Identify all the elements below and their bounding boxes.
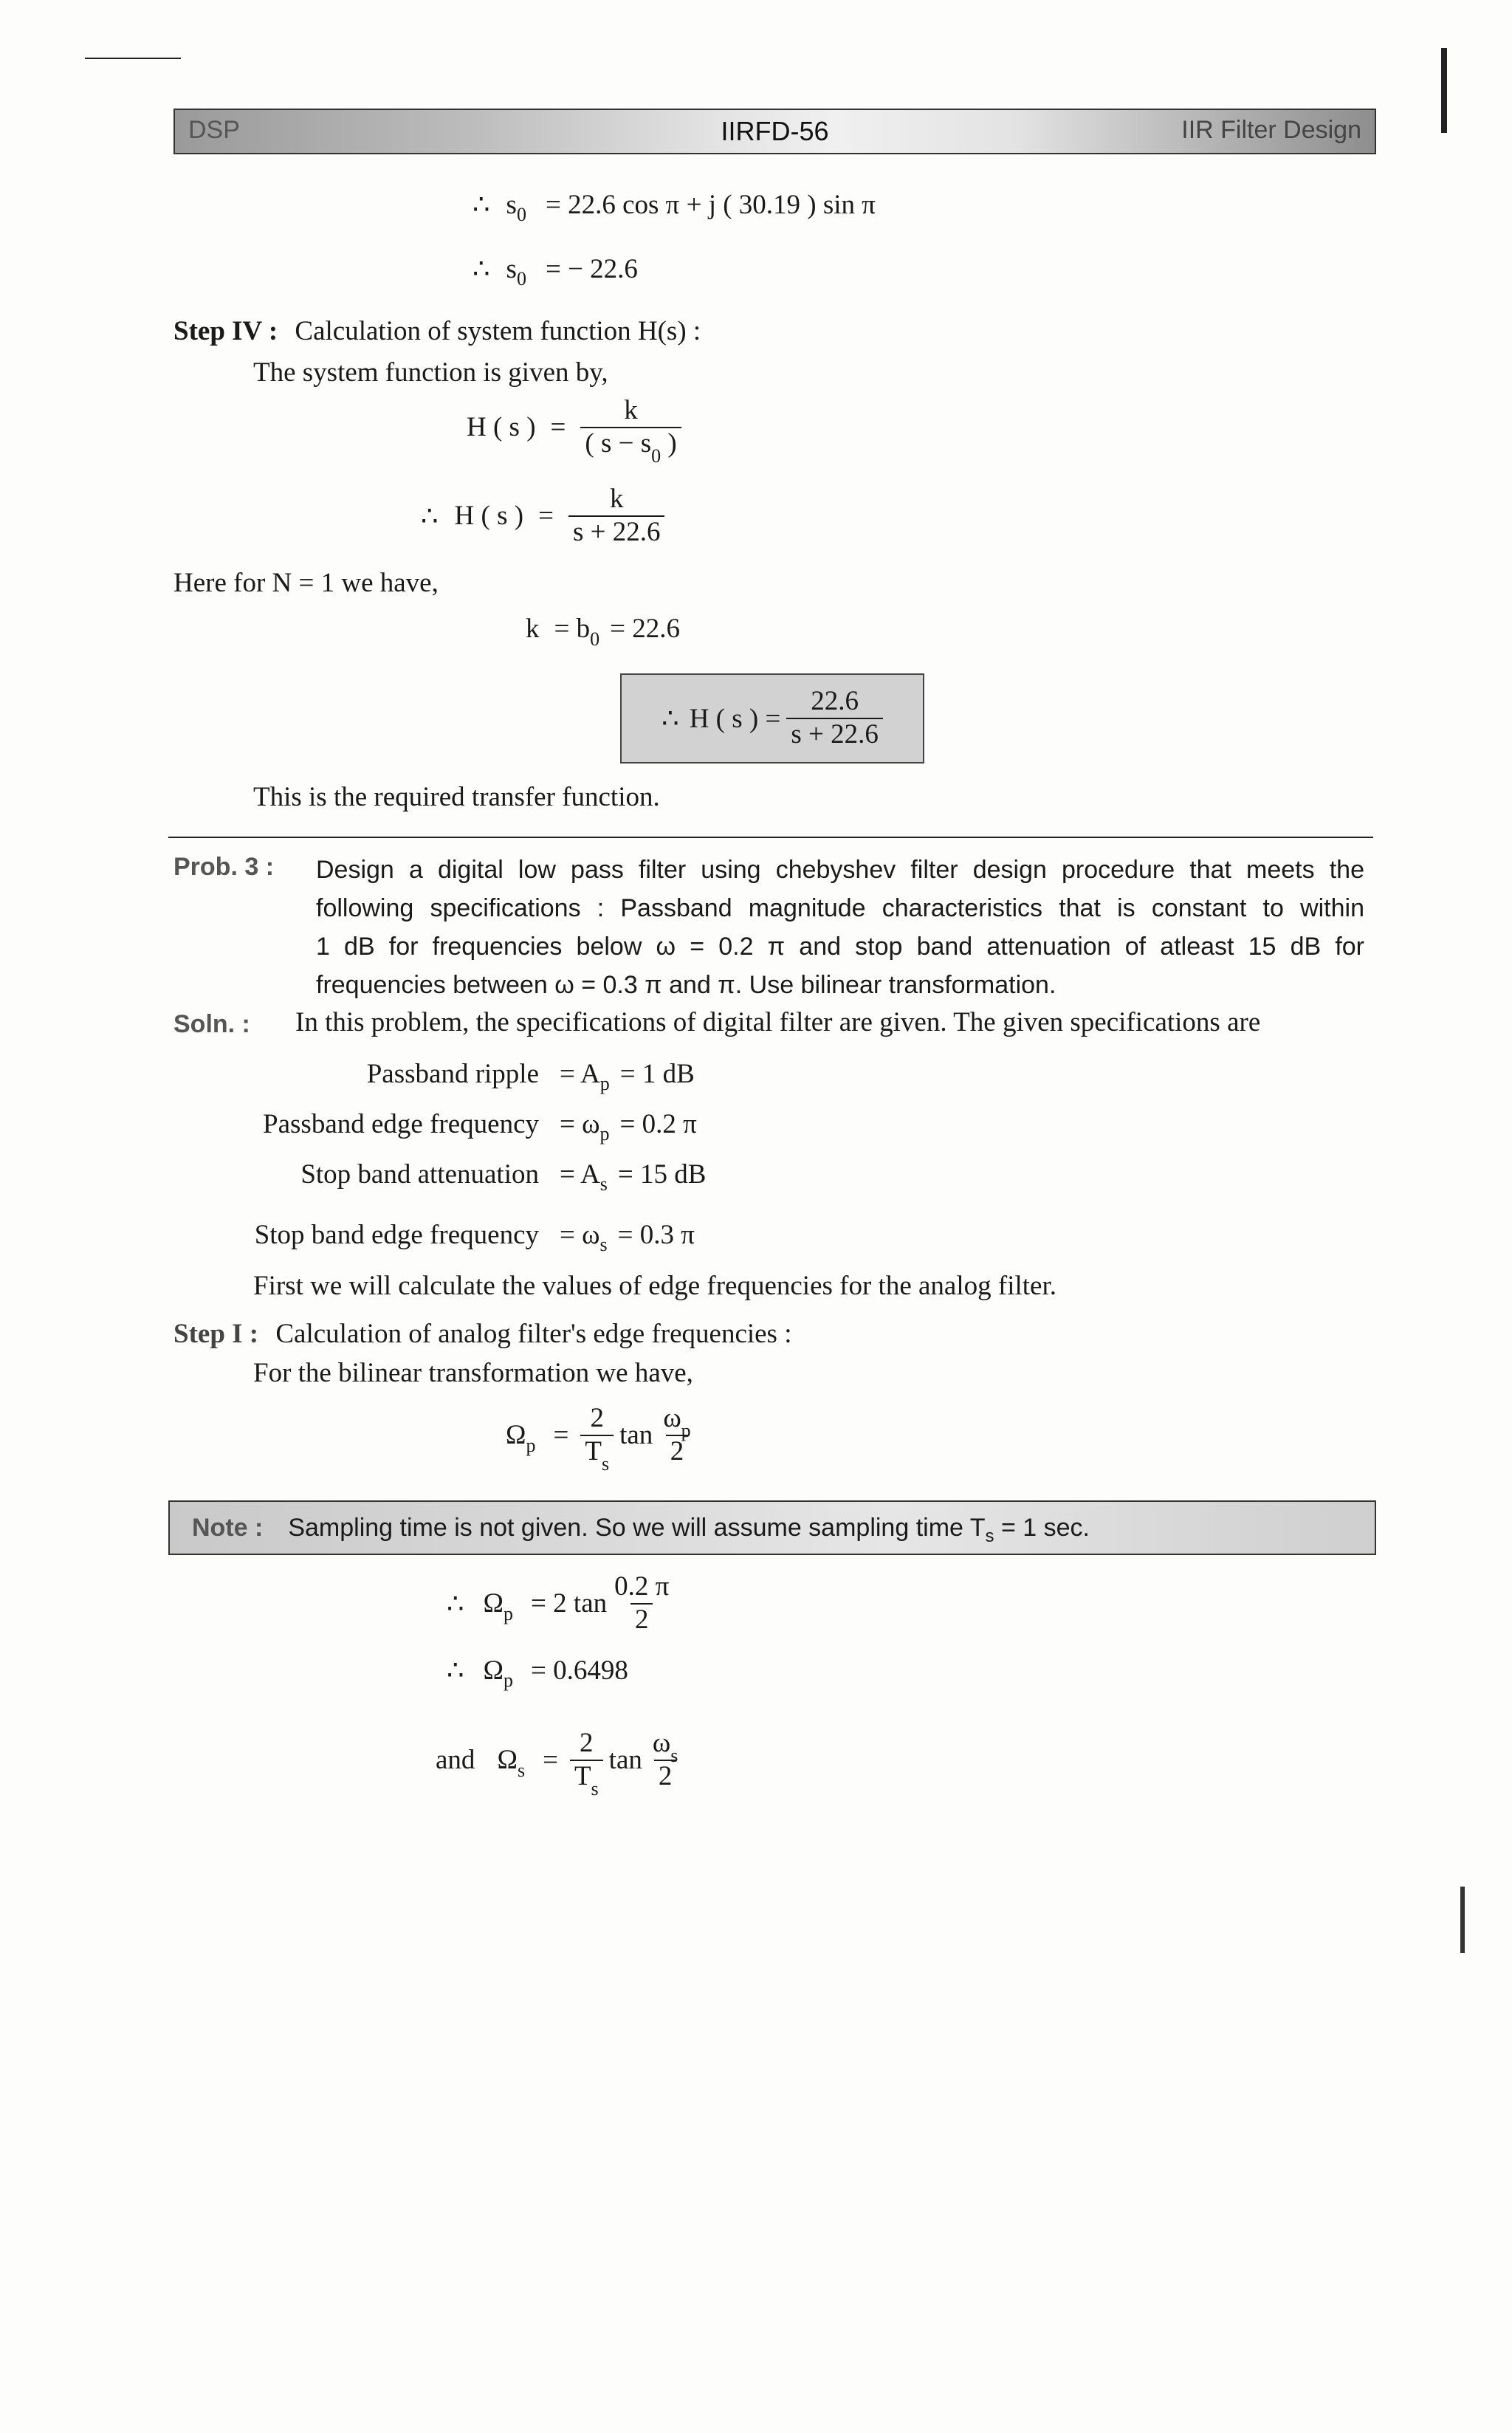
note-text — [288, 1513, 1090, 1546]
note-text-end: = 1 sec. — [994, 1513, 1090, 1542]
tan-function: tan — [619, 1420, 653, 1451]
spec-symbol: = ω — [560, 1219, 600, 1250]
tan-function: tan — [608, 1745, 642, 1776]
prob-statement — [316, 851, 1364, 1004]
spec-value: = 1 dB — [619, 1058, 695, 1089]
therefore-symbol: ∴ — [447, 1655, 464, 1686]
spec-row — [177, 1049, 842, 1099]
eq-rhs: = 22.6 — [610, 614, 680, 644]
prob-line: 1 dB for frequencies below ω = 0.2 π and stop band attenuation of atleast 15 dB for — [316, 933, 1364, 961]
fraction-denominator: 2 — [654, 1760, 677, 1793]
eq-lhs: s — [506, 253, 517, 284]
den-subscript: s — [591, 1777, 599, 1799]
num-text: ω — [663, 1403, 681, 1433]
s0-equation-2 — [472, 253, 638, 289]
top-margin-rule — [85, 58, 181, 59]
therefore-symbol: ∴ — [447, 1588, 464, 1619]
eq-lhs: Ω — [483, 1655, 504, 1686]
num-text: ω — [652, 1728, 671, 1758]
fraction-denominator — [580, 427, 681, 467]
spec-row — [177, 1099, 842, 1149]
fraction — [580, 395, 681, 467]
eq-rhs: = 22.6 cos π + j ( 30.19 ) sin π — [545, 189, 876, 220]
eq-rhs: = 0.6498 — [531, 1655, 628, 1686]
eq-operator: = — [550, 412, 566, 443]
step4-intro: The system function is given by, — [253, 357, 608, 388]
spec-row — [177, 1209, 842, 1260]
spec-symbol: = ω — [560, 1108, 600, 1139]
step4-heading — [173, 315, 701, 347]
spec-symbol: = A — [560, 1159, 600, 1190]
and-word: and — [436, 1745, 475, 1776]
note-label: Note : — [192, 1513, 264, 1542]
eq-lhs: Ω — [497, 1745, 518, 1776]
step-title: Calculation of system function H(s) : — [295, 316, 701, 346]
eq-lhs: Ω — [483, 1588, 504, 1619]
fraction-numerator: 2 — [580, 1728, 594, 1758]
eq-lhs: H ( s ) — [467, 412, 536, 443]
num-subscript: s — [670, 1745, 678, 1766]
eq-lhs: Ω — [506, 1420, 526, 1451]
fraction — [786, 686, 883, 750]
prob-label: Prob. 3 : — [173, 853, 275, 881]
prob-line: frequencies between ω = 0.3 π and π. Use bilinear transformation. — [316, 971, 1056, 999]
fraction-numerator: k — [609, 484, 624, 514]
num-subscript: p — [681, 1420, 691, 1441]
fraction-right — [648, 1728, 682, 1792]
binding-mark-bottom — [1460, 1887, 1465, 1953]
eq-operator: = — [538, 501, 554, 532]
eq-lhs: H ( s ) = — [689, 703, 781, 734]
fraction-left — [570, 1728, 603, 1799]
spec-name: Stop band attenuation — [300, 1159, 539, 1190]
spec-row — [177, 1149, 842, 1199]
omega-p-calc — [447, 1571, 673, 1636]
fraction-numerator: 2 — [590, 1403, 604, 1433]
step1-intro: For the bilinear transformation we have, — [253, 1358, 693, 1388]
first-text: First we will calculate the values of edge frequencies for the analog filter. — [253, 1271, 1056, 1301]
spec-symbol: = A — [560, 1058, 600, 1089]
spec-subscript: p — [599, 1073, 610, 1094]
therefore-symbol: ∴ — [421, 501, 439, 532]
omega-s-formula — [436, 1728, 682, 1799]
eq-lhs: s — [506, 189, 517, 220]
conclusion-text: This is the required transfer function. — [253, 782, 660, 812]
step1-heading — [173, 1318, 792, 1350]
binding-mark-top — [1441, 48, 1447, 133]
fraction-denominator: s + 22.6 — [568, 515, 665, 549]
fraction-numerator: 0.2 π — [614, 1571, 670, 1602]
eq-lhs-subscript: s — [517, 1759, 526, 1781]
eq-lhs-subscript: p — [504, 1602, 514, 1624]
fraction-denominator: 2 — [630, 1603, 653, 1636]
den-text-end: ) — [661, 428, 677, 459]
spec-list — [177, 1049, 842, 1260]
eq-rhs: = − 22.6 — [545, 253, 638, 284]
fraction-denominator: 2 — [666, 1435, 689, 1468]
header-chapter: IIR Filter Design — [1181, 116, 1361, 144]
note-box — [168, 1500, 1376, 1555]
fraction-numerator: k — [624, 395, 638, 425]
spec-value: = 0.2 π — [619, 1108, 697, 1139]
eq-operator: = — [553, 1420, 569, 1451]
note-text-main: Sampling time is not given. So we will assume sampling time T — [288, 1513, 986, 1542]
here-text: Here for N = 1 we have, — [173, 568, 439, 598]
eq-lhs: k — [526, 614, 540, 644]
soln-text: In this problem, the specifications of digital filter are given. The given specifications are — [295, 1007, 1261, 1037]
result-box — [620, 673, 924, 763]
hs-equation-2 — [421, 484, 664, 548]
therefore-symbol: ∴ — [472, 190, 490, 220]
eq-lhs-subscript: p — [504, 1670, 514, 1691]
eq-operator: = 2 tan — [531, 1588, 608, 1619]
therefore-symbol: ∴ — [662, 704, 679, 734]
eq-lhs: H ( s ) — [454, 501, 524, 532]
s0-equation-1 — [472, 188, 876, 225]
den-text: T — [585, 1435, 602, 1466]
k-equation — [526, 613, 680, 650]
prob-line: Design a digital low pass filter using chebyshev filter design procedure that meets the — [316, 856, 1364, 884]
den-text: T — [574, 1760, 591, 1791]
fraction-right — [659, 1403, 695, 1467]
prob-line: following specifications : Passband magnitude characteristics that is constant to within — [316, 894, 1364, 922]
note-subscript: s — [985, 1526, 994, 1546]
spec-name: Stop band edge frequency — [254, 1219, 539, 1250]
header-subject: DSP — [188, 116, 240, 144]
den-subscript: 0 — [651, 445, 662, 467]
fraction — [610, 1571, 673, 1636]
fraction-denominator — [580, 1435, 614, 1475]
eq-operator: = — [543, 1745, 558, 1776]
fraction-numerator: 22.6 — [811, 686, 859, 717]
den-text: ( s − s — [585, 428, 652, 459]
den-subscript: s — [601, 1452, 610, 1475]
fraction-denominator: s + 22.6 — [786, 718, 883, 751]
step-label: Step I : — [173, 1319, 259, 1349]
fraction-denominator — [570, 1760, 603, 1799]
spec-name: Passband ripple — [366, 1058, 539, 1089]
fraction — [568, 484, 665, 548]
step-label: Step IV : — [173, 316, 278, 346]
spec-value: = 15 dB — [617, 1159, 707, 1190]
eq-lhs-subscript: p — [526, 1434, 536, 1456]
hs-equation-1 — [467, 395, 681, 467]
spec-subscript: s — [599, 1173, 608, 1195]
soln-label: Soln. : — [173, 1010, 250, 1038]
spec-value: = 0.3 π — [617, 1219, 695, 1250]
page-header — [173, 109, 1376, 154]
spec-name: Passband edge frequency — [263, 1108, 539, 1139]
spec-subscript: s — [599, 1234, 608, 1255]
header-page-number: IIRFD-56 — [721, 116, 829, 146]
eq-mid-subscript: 0 — [590, 628, 600, 650]
section-divider — [168, 837, 1373, 838]
eq-lhs-subscript: 0 — [516, 204, 526, 225]
fraction-numerator — [659, 1403, 695, 1441]
fraction-numerator — [648, 1728, 682, 1766]
therefore-symbol: ∴ — [472, 254, 490, 284]
eq-mid: = b — [554, 614, 591, 644]
step-title: Calculation of analog filter's edge frequencies : — [275, 1319, 792, 1349]
fraction-left — [580, 1403, 614, 1475]
omega-p-result — [447, 1654, 628, 1691]
eq-lhs-subscript: 0 — [516, 268, 526, 289]
omega-p-formula — [506, 1403, 695, 1475]
spec-subscript: p — [599, 1123, 610, 1145]
